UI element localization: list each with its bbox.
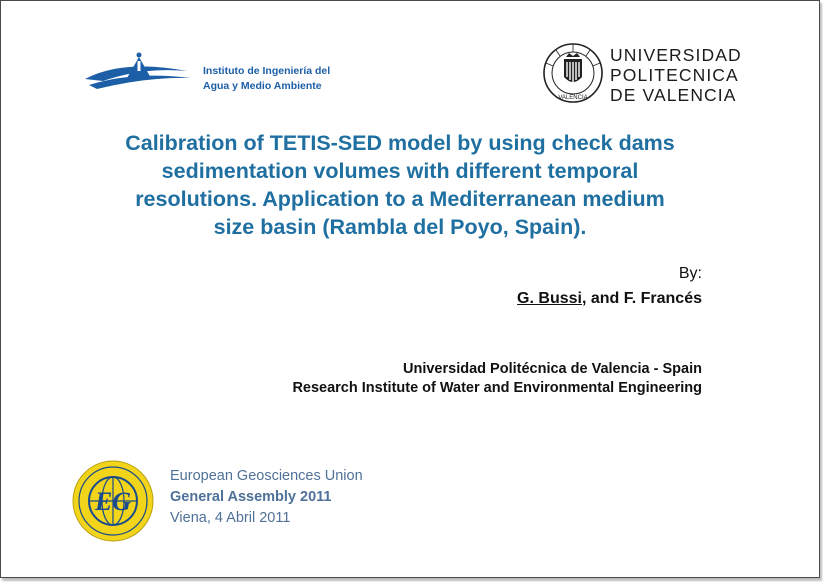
title-line2: sedimentation volumes with different temporal	[161, 159, 639, 183]
university-line3: DE VALENCIA	[610, 85, 737, 105]
title-line4: size basin (Rambla del Poyo, Spain).	[213, 215, 587, 239]
conference-place-date: Viena, 4 Abril 2011	[170, 510, 291, 526]
university-line1: UNIVERSIDAD	[610, 45, 742, 65]
conference-info	[170, 466, 363, 529]
author-coauthor: F. Francés	[623, 290, 702, 307]
affiliation-line2: Research Institute of Water and Environmental Engineering	[292, 380, 702, 396]
university-name	[610, 45, 742, 105]
conference-org: European Geosciences Union	[170, 468, 363, 484]
egu-globe-icon	[71, 459, 155, 543]
presentation-title	[87, 129, 713, 241]
affiliation-line1: Universidad Politécnica de Valencia - Spain	[403, 361, 702, 377]
seal-text: VALENCIA	[558, 95, 588, 101]
iiama-logo	[83, 51, 353, 99]
conference-event: General Assembly 2011	[170, 489, 332, 505]
institute-line2: Agua y Medio Ambiente	[203, 80, 322, 92]
author-presenter: G. Bussi	[517, 290, 582, 307]
institute-line1: Instituto de Ingeniería del	[203, 65, 331, 77]
egu-logo	[71, 459, 155, 543]
authors	[517, 288, 702, 310]
affiliation	[292, 360, 702, 398]
author-separator: , and	[581, 290, 624, 307]
upv-seal-icon	[542, 41, 604, 105]
title-line1: Calibration of TETIS-SED model by using check dams	[125, 131, 675, 155]
institute-name	[203, 64, 330, 94]
upv-logo	[542, 41, 742, 107]
university-line2: POLITECNICA	[610, 65, 739, 85]
egu-letters: EG	[94, 487, 132, 516]
title-line3: resolutions. Application to a Mediterranean medium	[135, 187, 665, 211]
iiama-emblem-icon	[83, 51, 203, 99]
by-label: By:	[678, 265, 702, 282]
